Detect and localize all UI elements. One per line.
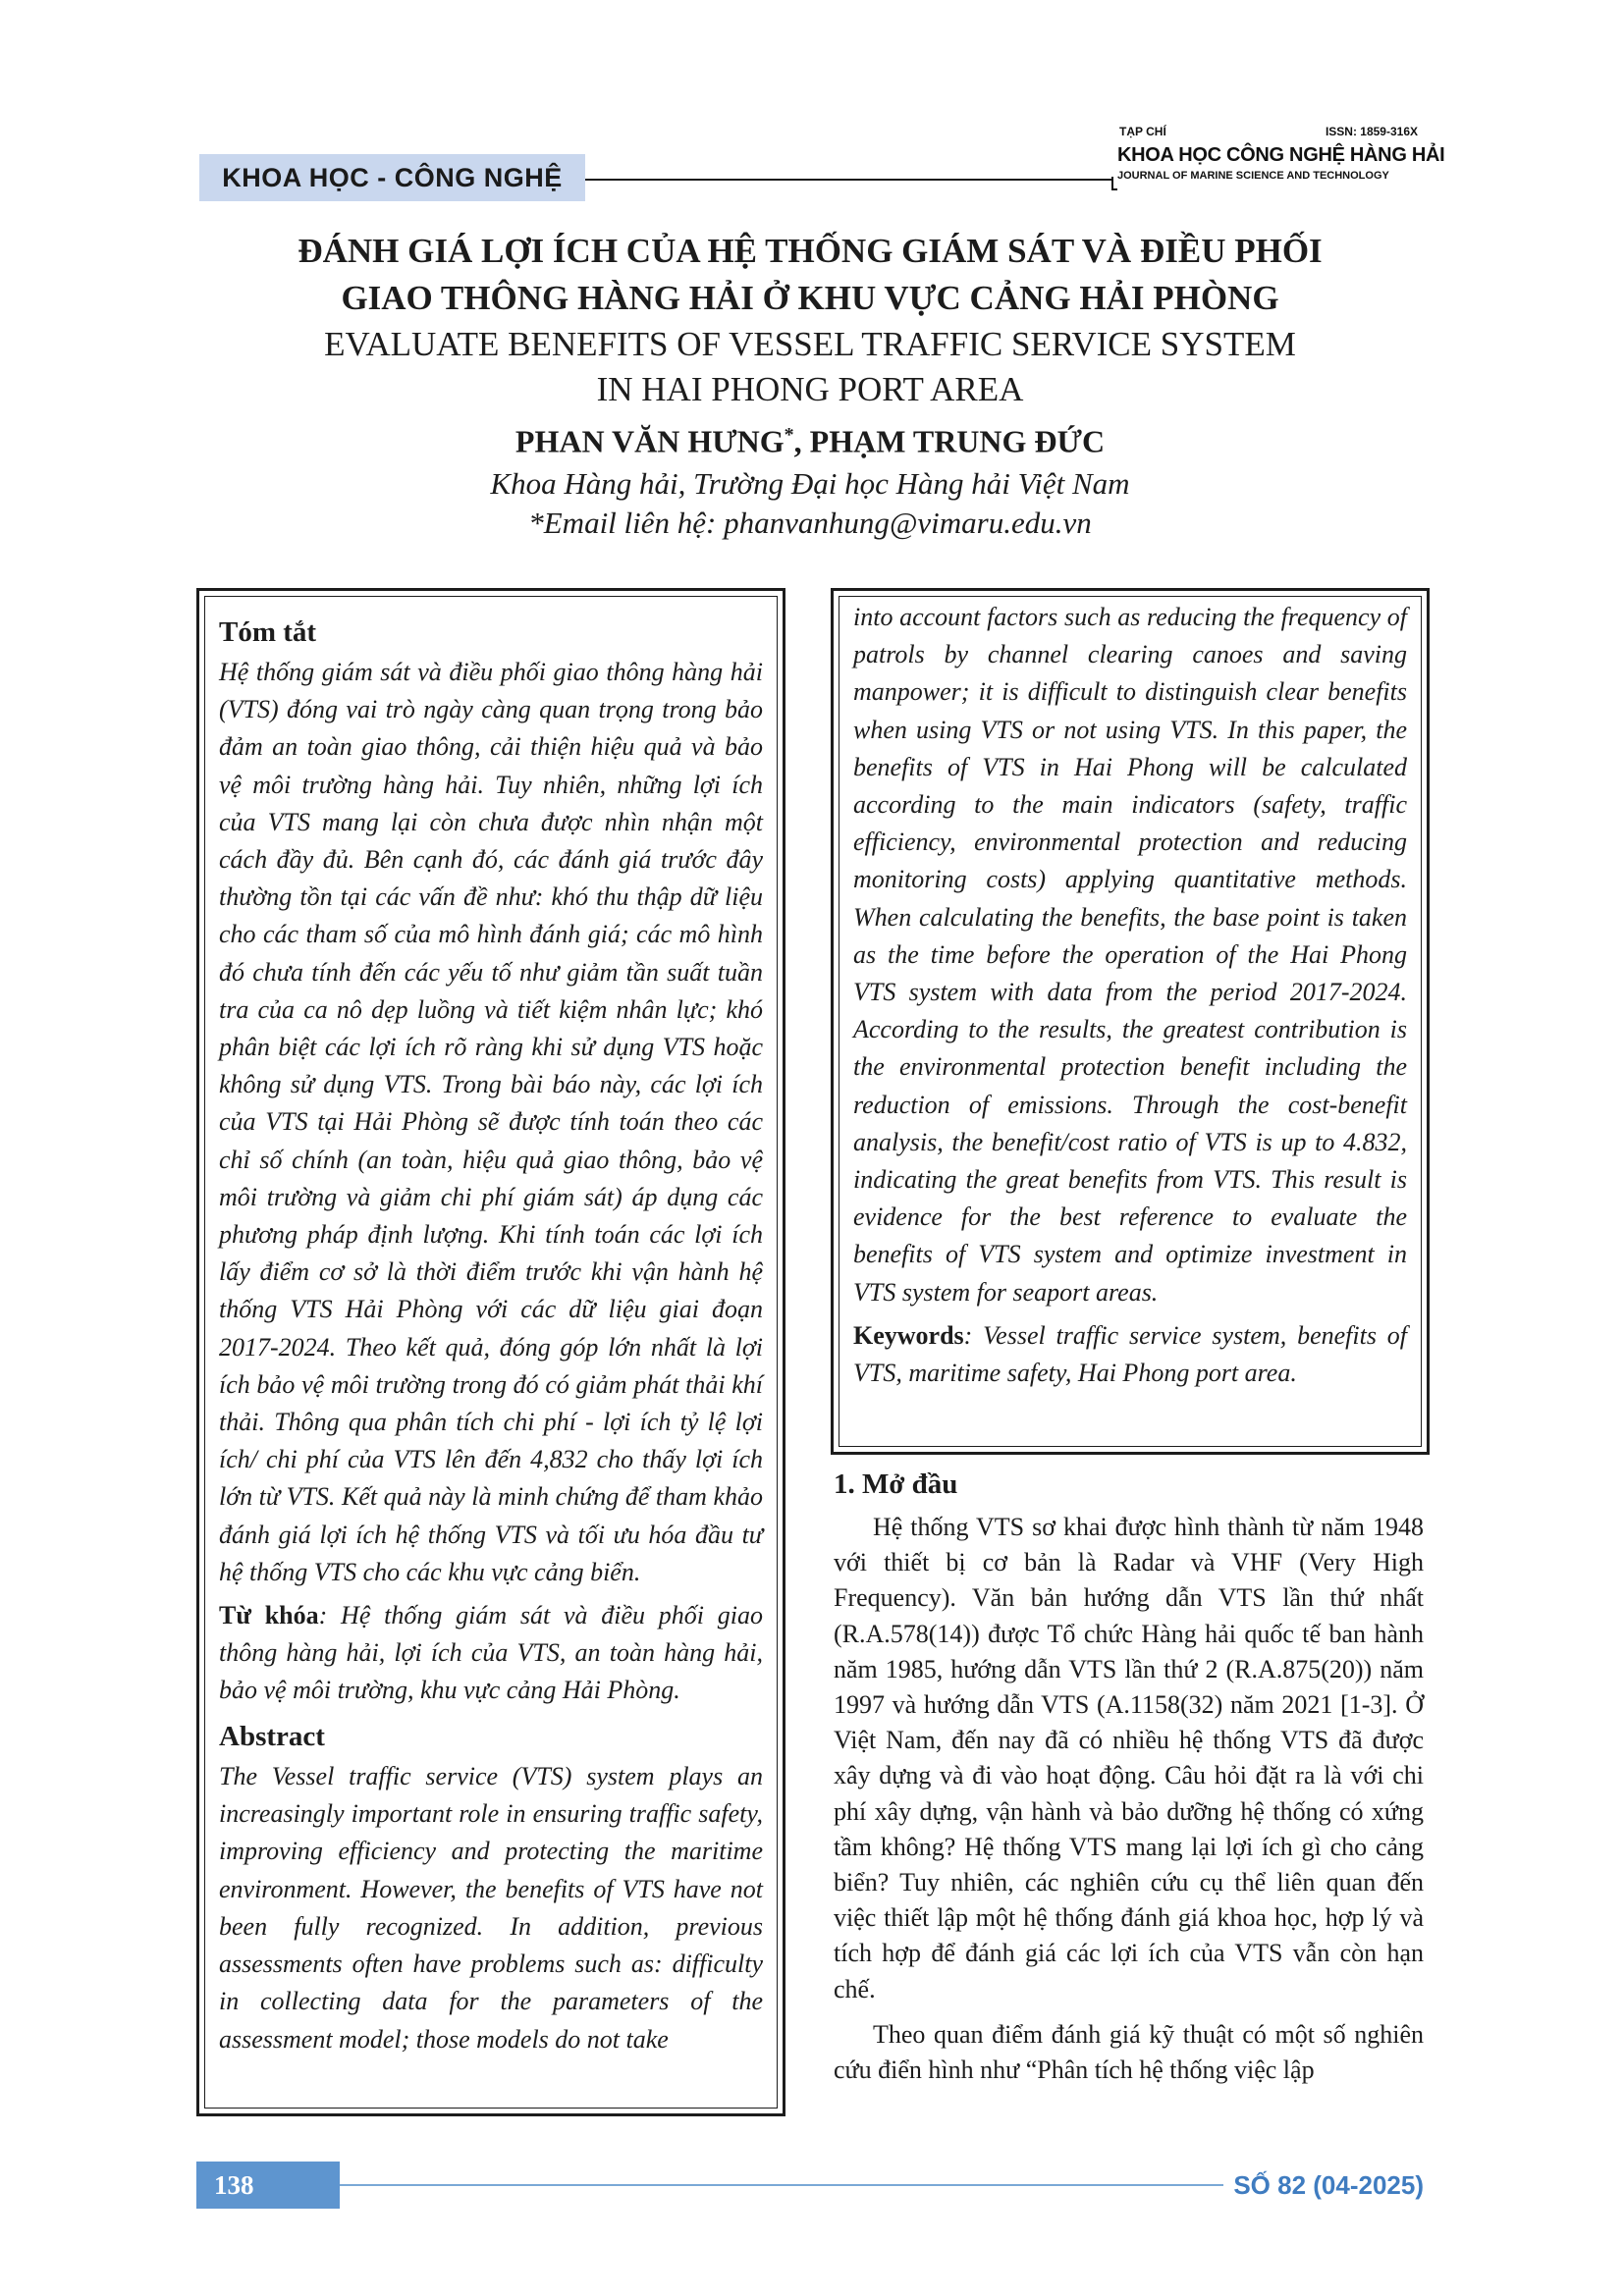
abstract-vn-text: Hệ thống giám sát và điều phối giao thông hàng hải (VTS) đóng vai trò ngày càng quan trọng trong bảo đảm an toàn giao thông, cải thiện hiệu quả và bảo vệ môi trường hàng hải. Tuy nhiên, những lợi ích của VTS mang lại còn chưa được nhìn nhận một cách đầy đủ. Bên cạnh đó, các đánh giá trước đây thường tồn tại các vấn đề như: khó thu thập dữ liệu cho các tham số của mô hình đánh giá; các mô hình đó chưa tính đến các yếu tố như giảm tần suất tuần tra của ca nô dẹp luồng và tiết kiệm nhân lực; khó phân biệt các lợi ích rõ ràng khi sử dụng VTS hoặc không sử dụng VTS. Trong bài báo này, các lợi ích của VTS tại Hải Phòng sẽ được tính toán theo các chỉ số chính (an toàn, hiệu quả giao thông, bảo vệ môi trường và giảm chi phí giám sát) áp dụng các phương pháp định lượng. Khi tính toán các lợi ích lấy điểm cơ sở là thời điểm trước khi vận hành hệ thống VTS Hải Phòng với các dữ liệu giai đoạn 2017-2024. Theo kết quả, đóng góp lớn nhất là lợi ích bảo vệ môi trường trong đó có giảm phát thải khí thải. Thông qua phân tích chi phí - lợi ích tỷ lệ lợi ích/ chi phí của VTS lên đến 4,832 cho thấy lợi ích lớn từ VTS. Kết quả này là minh chứng để tham khảo đánh giá lợi ích hệ thống VTS và tối ưu hóa đầu tư hệ thống VTS cho các khu vực cảng biển. [219, 658, 763, 1586]
keywords-en [853, 1317, 1407, 1392]
abstract-en-text-part1: The Vessel traffic service (VTS) system plays an increasingly important role in ensuring traffic safety, improving efficiency and protecting the maritime environment. However, the benefits of VTS have not been fully recognized. In addition, previous assessments often have problems such as: difficulty in collecting data for the parameters of the assessment model; those models do not take [219, 1762, 763, 2054]
author-2: , PHẠM TRUNG ĐỨC [793, 423, 1106, 459]
title-en-line2: IN HAI PHONG PORT AREA [596, 370, 1024, 408]
abstract-box-left [196, 588, 785, 2116]
authors [196, 412, 1424, 464]
footer-rule [340, 2184, 1223, 2186]
journal-name-en: JOURNAL OF MARINE SCIENCE AND TECHNOLOGY [1117, 170, 1389, 182]
keywords-en-label: Keywords [853, 1320, 964, 1350]
page-number: 138 [196, 2162, 340, 2209]
abstract-en-text-part2: into account factors such as reducing the frequency of patrols by channel clearing canoes and saving manpower; it is difficult to distinguish clear benefits when using VTS or not using VTS. In this paper, the benefits of VTS in Hai Phong will be calculated according to the main indicators (safety, traffic efficiency, environmental protection and reducing monitoring costs) applying quantitative methods. When calculating the benefits, the base point is taken as the time before the operation of the Hai Phong VTS system with data from the period 2017-2024. According to the results, the greatest contribution is the environmental protection benefit including the reduction of emissions. Through the cost-benefit analysis, the benefit/cost ratio of VTS is up to 4.832, indicating the great benefits from VTS. This result is evidence for the best reference to evaluate the benefits of VTS system and optimize investment in VTS system for seaport areas. [853, 603, 1407, 1307]
title-block [196, 228, 1424, 543]
abstract-box-right [831, 588, 1430, 1455]
keywords-vn-text: : Hệ thống giám sát và điều phối giao thông hàng hải, lợi ích của VTS, an toàn hàng hải, bảo vệ môi trường, khu vực cảng Hải Phòng. [219, 1601, 763, 1705]
corresponding-mark: * [784, 424, 794, 446]
issue-label: SỐ 82 (04-2025) [1233, 2169, 1424, 2200]
abstract-vn-heading: Tóm tắt [219, 616, 317, 648]
journal-masthead [1117, 125, 1445, 201]
keywords-vn-label: Từ khóa [219, 1601, 319, 1630]
section-tag: KHOA HỌC - CÔNG NGHỆ [199, 154, 585, 201]
header-rule [585, 179, 1111, 181]
body-paragraph-2: Theo quan điểm đánh giá kỹ thuật có một số nghiên cứu điển hình như “Phân tích hệ thống việc lập [834, 2019, 1424, 2085]
abstract-en-heading: Abstract [219, 1721, 325, 1753]
journal-issn: ISSN: 1859-316X [1325, 125, 1418, 138]
section-1-heading: 1. Mở đầu [834, 1468, 958, 1500]
journal-prefix: TẠP CHÍ [1119, 125, 1166, 138]
body-paragraph-1: Hệ thống VTS sơ khai được hình thành từ năm 1948 với thiết bị cơ bản là Radar và VHF (Very High Frequency). Văn bản hướng dẫn VTS lần thứ nhất (R.A.578(14)) được Tổ chức Hàng hải quốc tế ban hành năm 1985, hướng dẫn VTS lần thứ 2 (R.A.875(20)) năm 1997 và hướng dẫn VTS (A.1158(32) năm 2021 [1-3]. Ở Việt Nam, đến nay đã có nhiều hệ thống VTS đã được xây dựng và đi vào hoạt động. Câu hỏi đặt ra là với chi phí xây dựng, vận hành và bảo dưỡng hệ thống có xứng tầm không? Hệ thống VTS mang lại lợi ích gì cho cảng biển? Tuy nhiên, các nghiên cứu cụ thể liên quan đến việc thiết lập một hệ thống đánh giá khoa học, hợp lý và tích hợp để đánh giá các lợi ích của VTS vẫn còn hạn chế. [834, 1513, 1424, 2003]
journal-name: KHOA HỌC CÔNG NGHỆ HÀNG HẢI [1117, 144, 1445, 166]
keywords-vn [219, 1597, 763, 1709]
title-vn-line1: ĐÁNH GIÁ LỢI ÍCH CỦA HỆ THỐNG GIÁM SÁT VÀ ĐIỀU PHỐI [298, 232, 1323, 270]
affiliation: Khoa Hàng hải, Trường Đại học Hàng hải Việt Nam [490, 465, 1130, 501]
contact-email: *Email liên hệ: phanvanhung@vimaru.edu.vn [528, 505, 1092, 540]
title-en-line1: EVALUATE BENEFITS OF VESSEL TRAFFIC SERVICE SYSTEM [324, 325, 1296, 363]
body-column [834, 1463, 1424, 2098]
author-1: PHAN VĂN HƯNG [514, 423, 785, 459]
title-vn-line2: GIAO THÔNG HÀNG HẢI Ở KHU VỰC CẢNG HẢI PHÒNG [341, 279, 1279, 317]
keywords-en-text: : Vessel traffic service system, benefits of VTS, maritime safety, Hai Phong port area. [853, 1320, 1407, 1387]
